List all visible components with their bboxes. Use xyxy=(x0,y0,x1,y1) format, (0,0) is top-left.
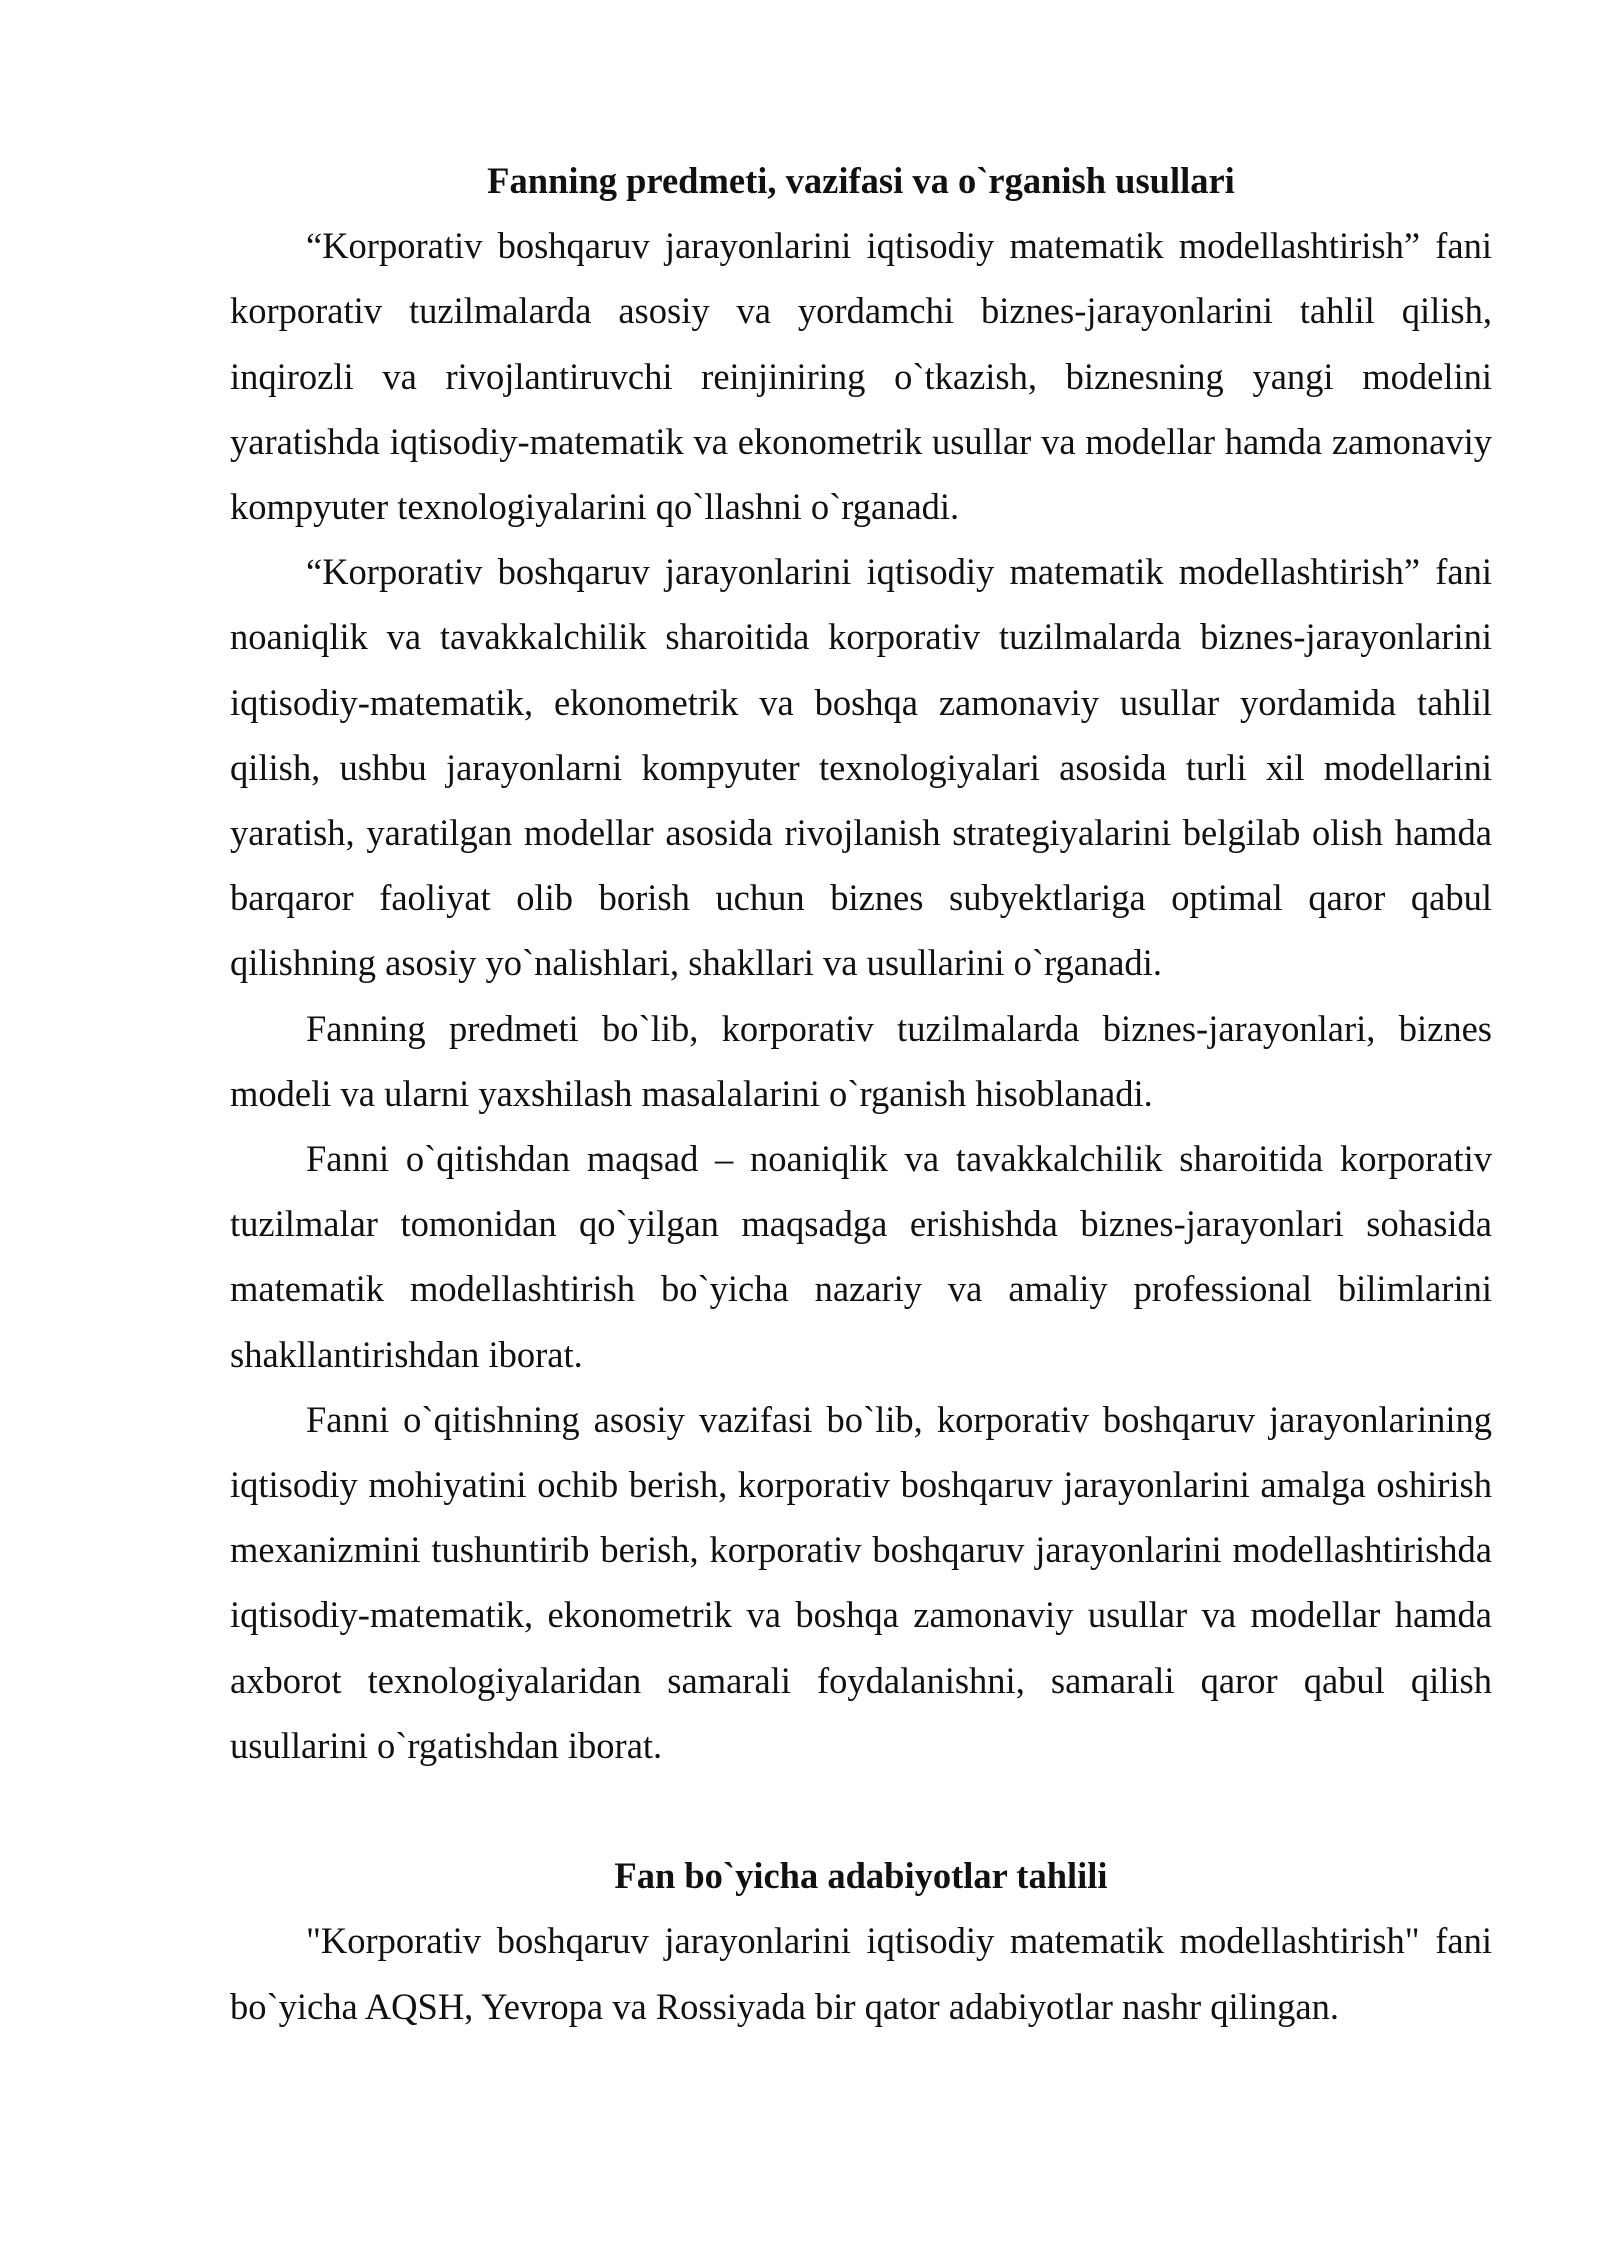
section-heading-subject: Fanning predmeti, vazifasi va o`rganish usullari xyxy=(487,160,1235,201)
paragraph: Fanni o`qitishning asosiy vazifasi bo`lib, korporativ boshqaruv jarayonlarining iqtisodiy mohiyatini ochib berish, korporativ boshqaruv jarayonlarini amalga oshirish mexanizmini tushuntirib berish, korporativ boshqaruv jarayonlarini modellashtirishda iqtisodiy-matematik, ekonometrik va boshqa zamonaviy usullar va modellar hamda axborot texnologiyalaridan samarali foydalanishni, samarali qaror qabul qilish usullarini o`rgatishdan iborat. xyxy=(230,1398,1492,1766)
section-spacer xyxy=(230,1778,1492,1843)
paragraph: "Korporativ boshqaruv jarayonlarini iqtisodiy matematik modellashtirish" fani bo`yicha AQSH, Yevropa va Rossiyada bir qator adabiyotlar nashr qilingan. xyxy=(230,1920,1492,2027)
paragraph: Fanning predmeti bo`lib, korporativ tuzilmalarda biznes-jarayonlari, biznes modeli va ularni yaxshilash masalalarini o`rganish hisoblanadi. xyxy=(230,1007,1492,1114)
document-body xyxy=(230,148,1492,2039)
paragraph: “Korporativ boshqaruv jarayonlarini iqtisodiy matematik modellashtirish” fani korporativ tuzilmalarda asosiy va yordamchi biznes-jarayonlarini tahlil qilish, inqirozli va rivojlantiruvchi reinjiniring o`tkazish, biznesning yangi modelini yaratishda iqtisodiy-matematik va ekonometrik usullar va modellar hamda zamonaviy kompyuter texnologiyalarini qo`llashni o`rganadi. xyxy=(230,225,1492,528)
paragraph: “Korporativ boshqaruv jarayonlarini iqtisodiy matematik modellashtirish” fani noaniqlik va tavakkalchilik sharoitida korporativ tuzilmalarda biznes-jarayonlarini iqtisodiy-matematik, ekonometrik va boshqa zamonaviy usullar yordamida tahlil qilish, ushbu jarayonlarni kompyuter texnologiyalari asosida turli xil modellarini yaratish, yaratilgan modellar asosida rivojlanish strategiyalarini belgilab olish hamda barqaror faoliyat olib borish uchun biznes subyektlariga optimal qaror qabul qilishning asosiy yo`nalishlari, shakllari va usullarini o`rganadi. xyxy=(230,551,1492,984)
paragraph: Fanni o`qitishdan maqsad – noaniqlik va tavakkalchilik sharoitida korporativ tuzilmalar tomonidan qo`yilgan maqsadga erishishda biznes-jarayonlari sohasida matematik modellashtirish bo`yicha nazariy va amaliy professional bilimlarini shakllantirishdan iborat. xyxy=(230,1138,1492,1375)
section-heading-literature: Fan bo`yicha adabiyotlar tahlili xyxy=(614,1855,1108,1897)
